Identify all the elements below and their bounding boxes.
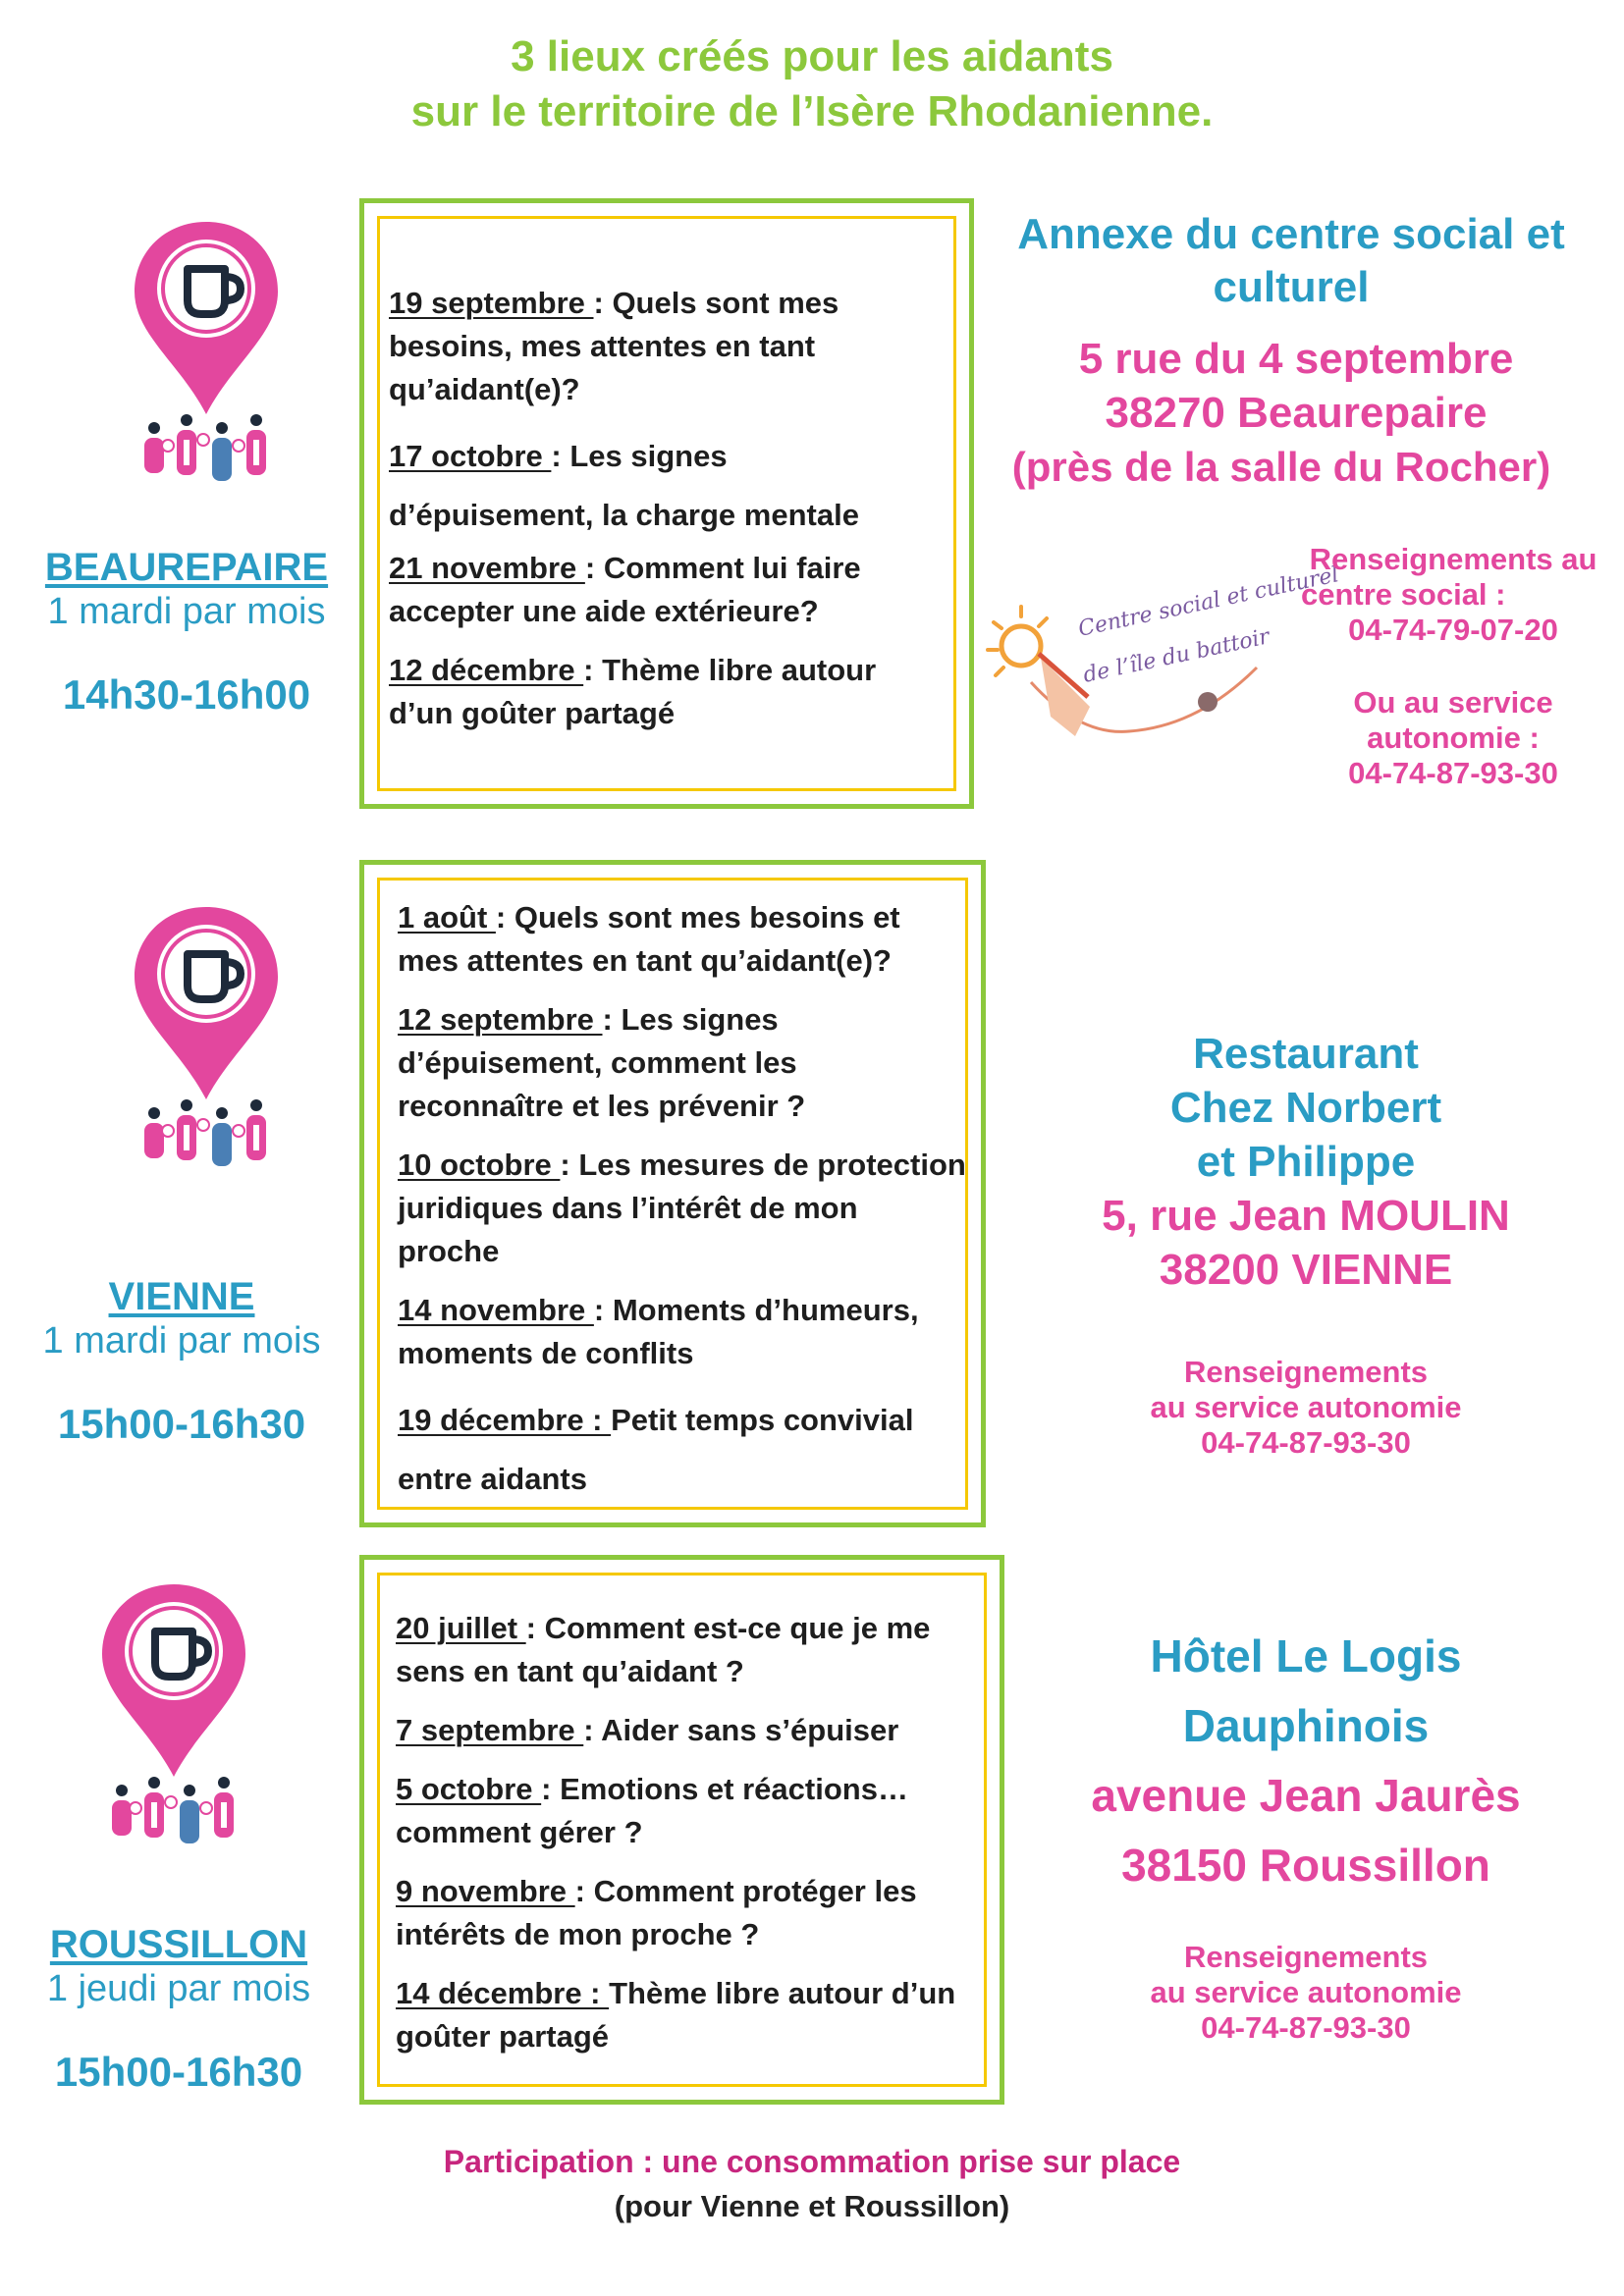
list-item: 9 novembre : Comment protéger les intérêts de mon proche ? (396, 1874, 917, 1951)
title-line-1: 3 lieux créés pour les aidants (511, 32, 1113, 80)
list-item: 12 décembre : Thème libre autour d’un goûter partagé (389, 653, 877, 730)
session-list (389, 282, 939, 735)
phone-number: 04-74-79-07-20 (1348, 613, 1558, 647)
city-frequency: 1 mardi par mois (47, 591, 326, 632)
address-beaurepaire: 5 rue du 4 septembre 38270 Beaurepaire (près de la salle du Rocher) (1011, 335, 1551, 490)
page-title (0, 29, 1624, 139)
venue-roussillon: Hôtel Le Logis Dauphinois avenue Jean Jaurès 38150 Roussillon (1091, 1630, 1521, 1891)
city-frequency: 1 jeudi par mois (46, 1968, 311, 2009)
list-item: 7 septembre : Aider sans s’épuiser (396, 1713, 899, 1747)
coffee-cup-map-pin-icon (133, 218, 280, 483)
venue-vienne: Restaurant Chez Norbert et Philippe 5, rue Jean MOULIN 38200 VIENNE (1102, 1030, 1510, 1294)
city-name: VIENNE (108, 1275, 255, 1318)
participation-note: Participation : une consommation prise sur place (443, 2144, 1181, 2179)
info-roussillon: Renseignements au service autonomie 04-74-87-93-30 (1011, 1940, 1600, 2046)
svg-text:de l’île du battoir: de l’île du battoir (1081, 624, 1272, 688)
list-item: 21 novembre : Comment lui faire accepter une aide extérieure? (389, 551, 861, 628)
info-beaurepaire: Renseignements au centre social : 04-74-79-07-20 Ou au service autonomie : 04-74-87-93-30 (1286, 542, 1620, 791)
list-item: 14 décembre : Thème libre autour d’un goûter partagé (396, 1976, 956, 2054)
session-list (398, 896, 967, 1509)
city-name: BEAUREPAIRE (44, 546, 329, 589)
coffee-cup-map-pin-icon (100, 1580, 247, 1845)
phone-number: 04-74-87-93-30 (1201, 1425, 1411, 1460)
info-vienne: Renseignements au service autonomie 04-74-87-93-30 (1011, 1355, 1600, 1461)
city-hours: 14h30-16h00 (62, 671, 311, 718)
list-item: 19 décembre : Petit temps convivial entre aidants (398, 1403, 914, 1496)
city-frequency: 1 mardi par mois (42, 1320, 321, 1362)
session-list (396, 1607, 985, 2058)
city-name: ROUSSILLON (49, 1923, 308, 1966)
city-block-roussillon (17, 1922, 341, 2097)
city-hours: 15h00-16h30 (54, 2049, 303, 2095)
coffee-cup-map-pin-icon (133, 903, 280, 1168)
sessions-box-vienne (359, 860, 986, 1527)
list-item: 1 août : Quels sont mes besoins et mes attentes en tant qu’aidant(e)? (398, 900, 900, 978)
phone-number: 04-74-87-93-30 (1201, 2010, 1411, 2045)
list-item: 19 septembre : Quels sont mes besoins, mes attentes en tant qu’aidant(e)? (389, 286, 839, 406)
list-item: 12 septembre : Les signes d’épuisement, comment les reconnaître et les prévenir ? (398, 1002, 806, 1123)
sessions-box-roussillon (359, 1555, 1004, 2105)
list-item: 5 octobre : Emotions et réactions… comment gérer ? (396, 1772, 908, 1849)
centre-social-logo (982, 562, 1341, 756)
venue-beaurepaire: Annexe du centre social et culturel (1017, 210, 1565, 311)
title-line-2: sur le territoire de l’Isère Rhodanienne. (410, 87, 1214, 135)
sessions-box-beaurepaire (359, 198, 974, 809)
list-item: 10 octobre : Les mesures de protection juridiques dans l’intérêt de mon proche (398, 1148, 966, 1268)
city-block-beaurepaire (25, 545, 349, 720)
list-item: 17 octobre : Les signes d’épuisement, la charge mentale (389, 439, 859, 532)
city-block-vienne (20, 1274, 344, 1449)
participation-scope: (pour Vienne et Roussillon) (614, 2189, 1010, 2223)
svg-text:Centre social et culturel: Centre social et culturel (1076, 562, 1341, 642)
city-hours: 15h00-16h30 (57, 1401, 306, 1447)
phone-number: 04-74-87-93-30 (1348, 756, 1558, 790)
list-item: 14 novembre : Moments d’humeurs, moments de conflits (398, 1293, 919, 1370)
list-item: 20 juillet : Comment est-ce que je me sens en tant qu’aidant ? (396, 1611, 931, 1688)
